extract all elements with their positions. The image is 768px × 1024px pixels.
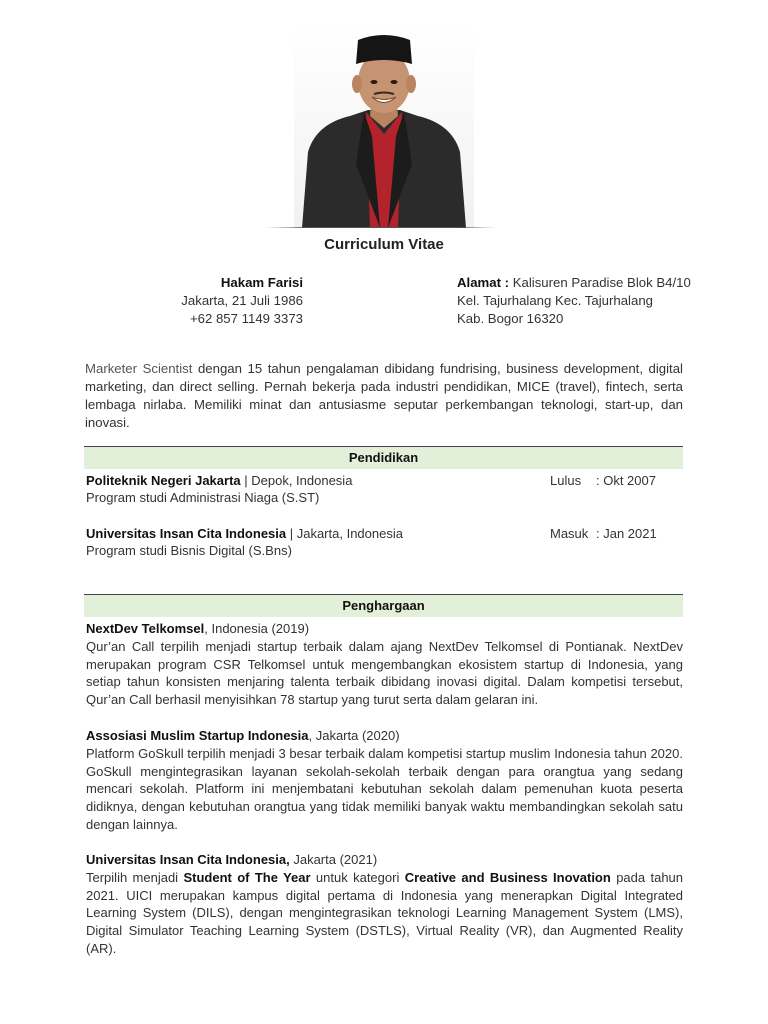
page-title: Curriculum Vitae — [324, 236, 444, 253]
award-meta: Jakarta (2021) — [289, 852, 378, 867]
award-title: NextDev Telkomsel — [86, 621, 205, 636]
summary-text: dengan 15 tahun pengalaman dibidang fundrising, business development, digital marketing, dan direct selling. Pernah bekerja pada industri pendidikan, MICE (travel), fintech, serta lembaga nirlaba. Memiliki minat dan antusiasme seputar perkembangan teknologi, start-up, dan inovasi. — [85, 361, 683, 430]
desc-text: untuk kategori — [310, 869, 405, 885]
awards-heading: Penghargaan — [84, 594, 683, 617]
photo-divider — [266, 227, 496, 228]
profile-summary — [85, 360, 683, 432]
award-entry — [86, 851, 683, 958]
institution-name: Universitas Insan Cita Indonesia — [86, 526, 287, 541]
address-line-2: Kel. Tajurhalang Kec. Tajurhalang — [457, 293, 653, 308]
phone-number: +62 857 1149 3373 — [189, 311, 303, 326]
institution-location: | Depok, Indonesia — [240, 473, 353, 488]
summary-highlight: Marketer Scientist — [85, 361, 193, 376]
desc-emphasis: Creative and Business Inovation — [404, 869, 611, 885]
award-title: Universitas Insan Cita Indonesia, — [86, 852, 290, 867]
award-title: Assosiasi Muslim Startup Indonesia — [86, 728, 309, 743]
institution-location: | Jakarta, Indonesia — [286, 526, 403, 541]
institution-name: Politeknik Negeri Jakarta — [86, 473, 241, 488]
award-meta: , Indonesia (2019) — [204, 621, 310, 636]
education-entry — [86, 472, 683, 506]
study-program: Program studi Bisnis Digital (S.Bns) — [86, 543, 292, 558]
address-info — [457, 274, 691, 328]
study-program: Program studi Administrasi Niaga (S.ST) — [86, 490, 320, 505]
award-description — [86, 869, 683, 958]
address-line-3: Kab. Bogor 16320 — [457, 311, 564, 326]
desc-text: Terpilih menjadi — [86, 869, 184, 885]
date-label: Masuk — [550, 526, 589, 541]
profile-photo — [294, 24, 474, 228]
award-description: Qur’an Call terpilih menjadi startup terbaik dalam ajang NextDev Telkomsel di Pontianak. NextDev merupakan program CSR Telkomsel untuk mengembangkan ekosistem startup di Indonesia, yang setiap tahun konsisten menjaring talenta terbaik dibidang inovasi digital. Dalam kompetisi tersebut, Qur’an Call berhasil menyisihkan 78 startup yang turut serta dalam gelaran ini. — [86, 638, 683, 708]
birth-info: Jakarta, 21 Juli 1986 — [181, 293, 303, 308]
award-description: Platform GoSkull terpilih menjadi 3 besar terbaik dalam kompetisi startup muslim Indonesia tahun 2020. GoSkull mengintegrasikan layanan sekolah-sekolah terbaik dengan para orangtua yang sedang mencari sekolah. Platform ini menjembatani kebutuhan sekolah dalam pemenuhan kuota peserta didiknya, dengan kebutuhan orangtua yang tidak memiliki banyak waktu membandingkan sekolah satu dengan lainnya. — [86, 745, 683, 832]
education-entry — [86, 525, 683, 559]
desc-text: pada tahun 2021. UICI merupakan kampus digital pertama di Indonesia yang menerapkan Digital Integrated Learning System (DILS), dengan mengintegrasikan teknologi Learning Management System (LMS), Digital Simulator Teaching Learning System (DSTLS), Virtual Reality (VR), dan Augmented Reality (AR). — [86, 869, 684, 956]
date-value: : Jan 2021 — [596, 526, 657, 541]
address-label: Alamat : — [457, 275, 510, 290]
personal-info — [181, 274, 303, 328]
award-entry — [86, 727, 683, 834]
award-meta: , Jakarta (2020) — [308, 728, 400, 743]
education-heading: Pendidikan — [84, 446, 683, 469]
person-name: Hakam Farisi — [220, 275, 303, 290]
date-label: Lulus — [550, 473, 582, 488]
award-entry — [86, 620, 683, 709]
address-line-1: Kalisuren Paradise Blok B4/10 — [512, 275, 691, 290]
desc-emphasis: Student of The Year — [183, 869, 311, 885]
date-value: : Okt 2007 — [596, 473, 656, 488]
